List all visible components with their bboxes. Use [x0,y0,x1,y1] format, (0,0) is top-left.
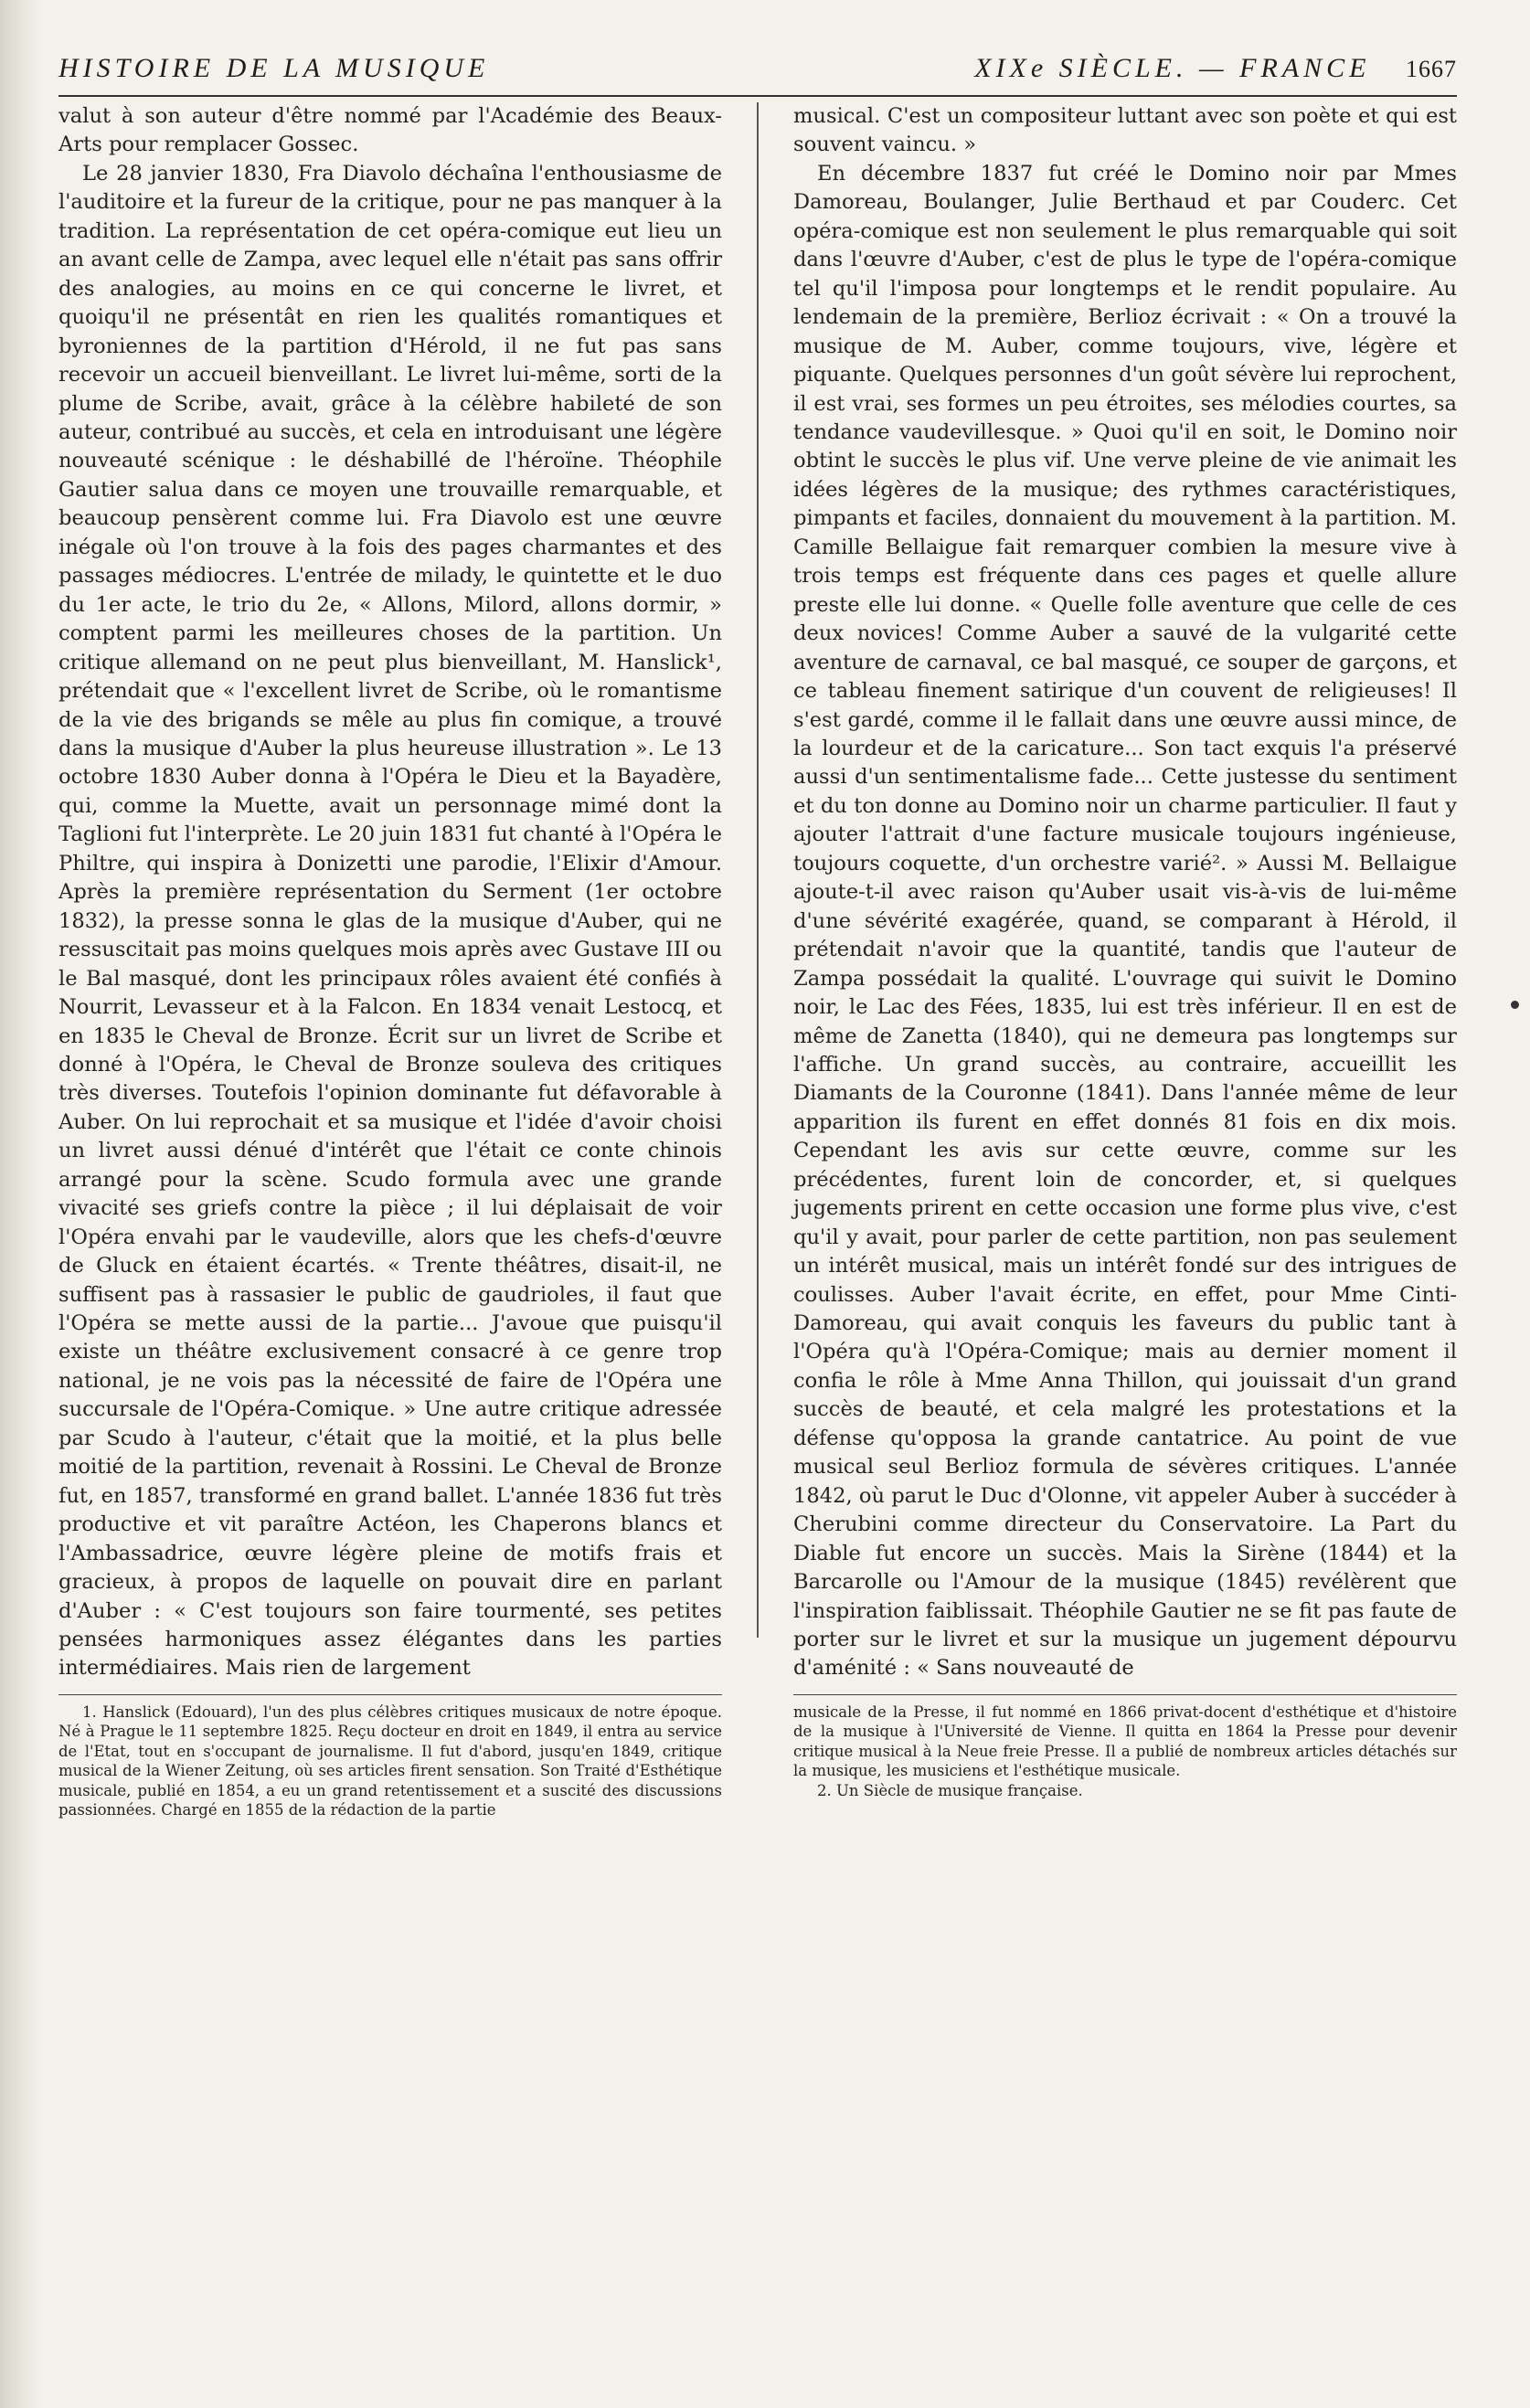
left-paragraph: valut à son auteur d'être nommé par l'Académie des Beaux-Arts pour remplacer Gossec. [58,104,722,157]
running-header [58,53,1457,93]
page-number: 1667 [1406,56,1457,82]
header-left-title: HISTOIRE DE LA MUSIQUE [58,53,490,83]
right-footnotes [793,1694,1457,1801]
left-column [58,102,722,1820]
left-paragraph: Le 28 janvier 1830, Fra Diavolo déchaîna l'enthousiasme de l'auditoire et la fureur de la critique, pour ne pas manquer à la tradition. La représentation de cet opéra-comique eut lieu un an avant celle de Zampa, avec lequel elle n'était pas sans offrir des analogies, au moins en ce qui concerne le livret, et quoiqu'il ne présentât en rien les qualités romantiques et byroniennes de la partition d'Hérold, il ne fut pas sans recevoir un accueil bienveillant. Le livret lui-même, sorti de la plume de Scribe, avait, grâce à la célèbre habileté de son auteur, contribué au succès, et cela en introduisant une légère nouveauté scénique : le déshabillé de l'héroïne. Théophile Gautier salua dans ce moyen une trouvaille remarquable, et beaucoup pensèrent comme lui. Fra Diavolo est une œuvre inégale où l'on trouve à la fois des pages charmantes et des passages médiocres. L'entrée de milady, le quintette et le duo du 1er acte, le trio du 2e, « Allons, Milord, allons dormir, » comptent parmi les meilleures choses de la partition. Un critique allemand on ne peut plus bienveillant, M. Hanslick¹, prétendait que « l'excellent livret de Scribe, où le romantisme de la vie des brigands se mêle au plus fin comique, a trouvé dans la musique d'Auber la plus heureuse illustration ». Le 13 octobre 1830 Auber donna à l'Opéra le Dieu et la Bayadère, qui, comme la Muette, avait un personnage mimé dont la Taglioni fut l'interprète. Le 20 juin 1831 fut chanté à l'Opéra le Philtre, qui inspira à Donizetti une parodie, l'Elixir d'Amour. Après la première représentation du Serment (1er octobre 1832), la presse sonna le glas de la musique d'Auber, qui ne ressuscitait pas moins quelques mois après avec Gustave III ou le Bal masqué, dont les principaux rôles avaient été confiés à Nourrit, Levasseur et à la Falcon. En 1834 venait Lestocq, et en 1835 le Cheval de Bronze. Écrit sur un livret de Scribe et donné à l'Opéra, le Cheval de Bronze souleva des critiques très diverses. Toutefois l'opinion dominante fut défavorable à Auber. On lui reprochait et sa musique et l'idée d'avoir choisi un livret aussi dénué d'intérêt que l'était ce conte chinois arrangé pour la scène. Scudo formula avec une grande vivacité ses griefs contre la pièce ; il lui déplaisait de voir l'Opéra envahi par le vaudeville, alors que les chefs-d'œuvre de Gluck en étaient écartés. « Trente théâtres, disait-il, ne suffisent pas à rassasier le public de gaudrioles, il faut que l'Opéra se mette aussi de la partie... J'avoue que puisqu'il existe un théâtre exclusivement consacré à ce genre trop national, je ne vois pas la nécessité de faire de l'Opéra une succursale de l'Opéra-Comique. » Une autre critique adressée par Scudo à l'auteur, c'était que la moitié, et la plus belle moitié de la partition, revenait à Rossini. Le Cheval de Bronze fut, en 1857, transformé en grand ballet. L'année 1836 fut très productive et vit paraître Actéon, les Chaperons blancs et l'Ambassadrice, œuvre légère pleine de motifs frais et gracieux, à propos de laquelle on pouvait dire en parlant d'Auber : « C'est toujours son faire tourmenté, ses petites pensées harmoniques assez élégantes dans les parties intermédiaires. Mais rien de largement [58,161,723,1681]
right-column [793,102,1457,1820]
right-paragraph: musical. C'est un compositeur luttant avec son poète et qui est souvent vaincu. » [793,104,1457,157]
margin-dot-mark [1511,1001,1519,1009]
left-footnotes [58,1694,722,1820]
footnote-continuation: musicale de la Presse, il fut nommé en 1866 privat-docent d'esthétique et d'histoire de la musique à l'Université de Vienne. Il quitta en 1864 la Presse pour devenir critique musical à la Neue freie Presse. Il a publié de nombreux articles détachés sur la musique, les musiciens et l'esthétique musicale. [793,1703,1457,1780]
right-paragraph: En décembre 1837 fut créé le Domino noir par Mmes Damoreau, Boulanger, Julie Berthaud et par Couderc. Cet opéra-comique est non seulement le plus remarquable qui soit dans l'œuvre d'Auber, c'est de plus le type de l'opéra-comique tel qu'il l'imposa pour longtemps et le rendit populaire. Au lendemain de la première, Berlioz écrivait : « On a trouvé la musique de M. Auber, comme toujours, vive, légère et piquante. Quelques personnes d'un goût sévère lui reprochent, il est vrai, ses formes un peu étroites, ses mélodies courtes, sa tendance vaudevillesque. » Quoi qu'il en soit, le Domino noir obtint le succès le plus vif. Une verve pleine de vie animait les idées légères de la musique; des rythmes caractéristiques, pimpants et faciles, donnaient du mouvement à la partition. M. Camille Bellaigue fait remarquer combien la mesure vive à trois temps est fréquente dans ces pages et quelle allure preste elle lui donne. « Quelle folle aventure que celle de ces deux novices! Comme Auber a sauvé de la vulgarité cette aventure de carnaval, ce bal masqué, ce souper de garçons, et ce tableau finement satirique d'un couvent de religieuses! Il s'est gardé, comme il le fallait dans une œuvre aussi mince, de la lourdeur et de la caricature... Son tact exquis l'a préservé aussi d'un sentimentalisme fade... Cette justesse du sentiment et du ton donne au Domino noir un charme particulier. Il faut y ajouter l'attrait d'une facture musicale toujours ingénieuse, toujours coquette, d'un orchestre varié². » Aussi M. Bellaigue ajoute-t-il avec raison qu'Auber usait vis-à-vis de lui-même d'une sévérité exagérée, quand, se comparant à Hérold, il prétendait n'avoir que la quantité, tandis que l'auteur de Zampa possédait la qualité. L'ouvrage qui suivit le Domino noir, le Lac des Fées, 1835, lui est très inférieur. Il en est de même de Zanetta (1840), qui ne demeura pas longtemps sur l'affiche. Un grand succès, au contraire, accueillit les Diamants de la Couronne (1841). Dans l'année même de leur apparition ils furent en effet donnés 81 fois en dix mois. Cependant les avis sur cette œuvre, comme sur les précédentes, furent loin de concorder, et, si quelques jugements prirent en cette occasion une forme plus vive, c'est qu'il y avait, pour parler de cette partition, non pas seulement un intérêt musical, mais un intérêt fondé sur des intrigues de coulisses. Auber l'avait écrite, en effet, pour Mme Cinti-Damoreau, qui avait conquis les faveurs du public tant à l'Opéra qu'à l'Opéra-Comique; mais au dernier moment il confia le rôle à Mme Anna Thillon, qui jouissait d'un grand succès de beauté, et cela malgré les protestations et la défense qu'opposa la grande cantatrice. Au point de vue musical seul Berlioz formula de sévères critiques. L'année 1842, où parut le Duc d'Olonne, vit appeler Auber à succéder à Cherubini comme directeur du Conservatoire. La Part du Diable fut encore un succès. Mais la Sirène (1844) et la Barcarolle ou l'Amour de la musique (1845) revélèrent que l'inspiration faiblissait. Théophile Gautier ne se fit pas faute de porter sur le livret et sur la musique un jugement dépourvu d'aménité : « Sans nouveauté de [793,161,1457,1681]
footnote: 2. Un Siècle de musique française. [817,1781,1083,1799]
left-column-text [58,102,722,1683]
header-right-title: XIXe SIÈCLE. — FRANCE [974,53,1371,83]
book-page [58,53,1457,1820]
binding-shadow [0,0,42,2408]
header-rule [58,95,1457,97]
footnote: 1. Hanslick (Edouard), l'un des plus célèbres critiques musicaux de notre époque. Né à Prague le 11 septembre 1825. Reçu docteur en droit en 1849, il entra au service de l'Etat, tout en s'occupant de journalisme. Il fut d'abord, jusqu'en 1849, critique musical de la Wiener Zeitung, où ses articles firent sensation. Son Traité d'Esthétique musicale, publié en 1854, a eu un grand retentissement et a suscité des discussions passionnées. Chargé en 1855 de la rédaction de la partie [58,1703,722,1819]
header-right-group [974,53,1457,84]
two-column-body [58,102,1457,1820]
right-column-text [793,102,1457,1683]
column-divider [757,102,759,1638]
